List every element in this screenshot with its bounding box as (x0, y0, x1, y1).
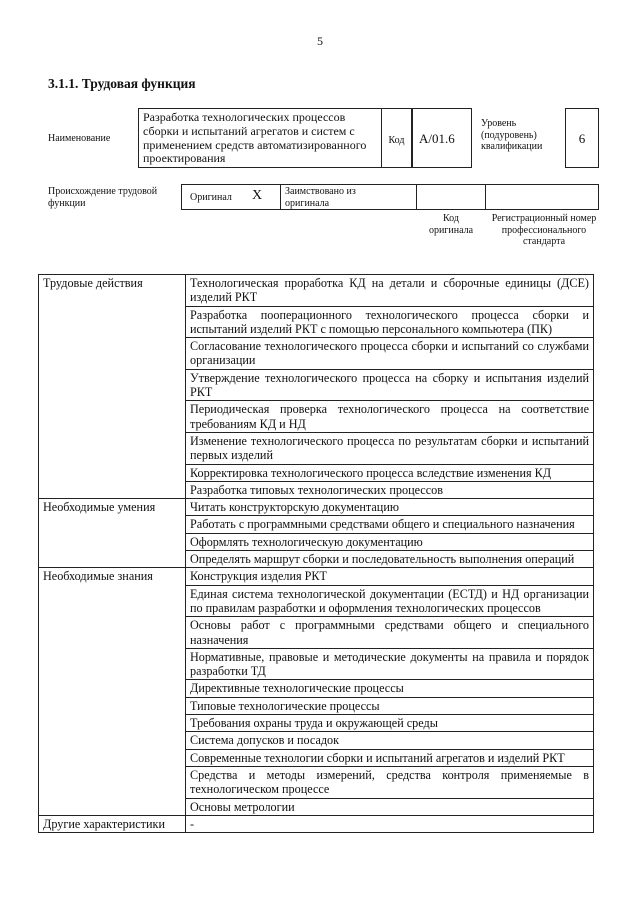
level-label: Уровень (подуровень) квалификации (481, 118, 543, 152)
labor-actions-item: Разработка типовых технологических процессов (186, 481, 594, 498)
required-knowledge-item: Система допусков и посадок (186, 732, 594, 749)
required-skills-item: Читать конструкторскую документацию (186, 499, 594, 516)
required-knowledge-item: Директивные технологические процессы (186, 680, 594, 697)
level-box (565, 108, 599, 168)
origin-table (181, 184, 599, 210)
level-value: 6 (578, 131, 586, 146)
labor-actions-label: Трудовые действия (39, 275, 186, 499)
function-name-box (138, 108, 382, 168)
required-knowledge-item: Типовые технологические процессы (186, 697, 594, 714)
original-label: Оригинал (190, 192, 232, 203)
required-knowledge-item: Требования охраны труда и окружающей среды (186, 715, 594, 732)
other-characteristics-label: Другие характеристики (39, 815, 186, 832)
required-knowledge-label: Необходимые знания (39, 568, 186, 815)
divider (280, 184, 281, 210)
table-row (39, 568, 594, 585)
divider (485, 184, 486, 210)
labor-actions-item: Изменение технологического процесса по результатам сборки и испытаний первых изделий (186, 432, 594, 464)
code-label-box (382, 108, 412, 168)
function-name: Разработка технологических процессов сборки и испытаний агрегатов и систем с применением средств автоматизированного проектирования (143, 110, 367, 166)
page-number: 5 (317, 34, 323, 48)
required-knowledge-item: Современные технологии сборки и испытаний агрегатов и изделий РКТ (186, 749, 594, 766)
required-skills-item: Оформлять технологическую документацию (186, 533, 594, 550)
code-box (412, 108, 472, 168)
origin-label: Происхождение трудовой функции (48, 186, 158, 209)
other-characteristics-item: - (186, 815, 594, 832)
required-knowledge-item: Конструкция изделия РКТ (186, 568, 594, 585)
labor-function-table (38, 274, 594, 833)
required-knowledge-item: Основы работ с программными средствами общего и специального назначения (186, 617, 594, 649)
required-skills-item: Определять маршрут сборки и последовательность выполнения операций (186, 551, 594, 568)
required-skills-label: Необходимые умения (39, 499, 186, 568)
labor-actions-item: Периодическая проверка технологического процесса на соответствие требованиям КД и НД (186, 401, 594, 433)
reg-number-caption: Регистрационный номер профессионального стандарта (491, 213, 597, 247)
required-knowledge-item: Единая система технологической документации (ЕСТД) и НД организации по правилам разработки и оформления технологических процессов (186, 585, 594, 617)
required-skills-item: Работать с программными средствами общего и специального назначения (186, 516, 594, 533)
required-knowledge-item: Основы метрологии (186, 798, 594, 815)
section-title: 3.1.1. Трудовая функция (48, 76, 196, 91)
borrowed-label: Заимствовано из оригинала (285, 186, 356, 209)
labor-actions-item: Технологическая проработка КД на детали и сборочные единицы (ДСЕ) изделий РКТ (186, 275, 594, 307)
code-value: А/01.6 (419, 131, 455, 146)
table-row (39, 275, 594, 307)
table-row (39, 499, 594, 516)
original-mark: X (252, 188, 263, 203)
name-label: Наименование (48, 133, 111, 144)
labor-actions-item: Корректировка технологического процесса вследствие изменения КД (186, 464, 594, 481)
divider (416, 184, 417, 210)
required-knowledge-item: Нормативные, правовые и методические документы на правила и порядок разработки ТД (186, 648, 594, 680)
labor-actions-item: Разработка пооперационного технологического процесса сборки и испытаний изделий РКТ с помощью персонального компьютера (ПК) (186, 306, 594, 338)
labor-actions-item: Утверждение технологического процесса на сборку и испытания изделий РКТ (186, 369, 594, 401)
code-label: Код (388, 135, 405, 146)
required-knowledge-item: Средства и методы измерений, средства контроля применяемые в технологическом процессе (186, 766, 594, 798)
original-code-caption: Код оригинала (428, 213, 474, 236)
table-row (39, 815, 594, 832)
labor-actions-item: Согласование технологического процесса сборки и испытаний со службами организации (186, 338, 594, 370)
